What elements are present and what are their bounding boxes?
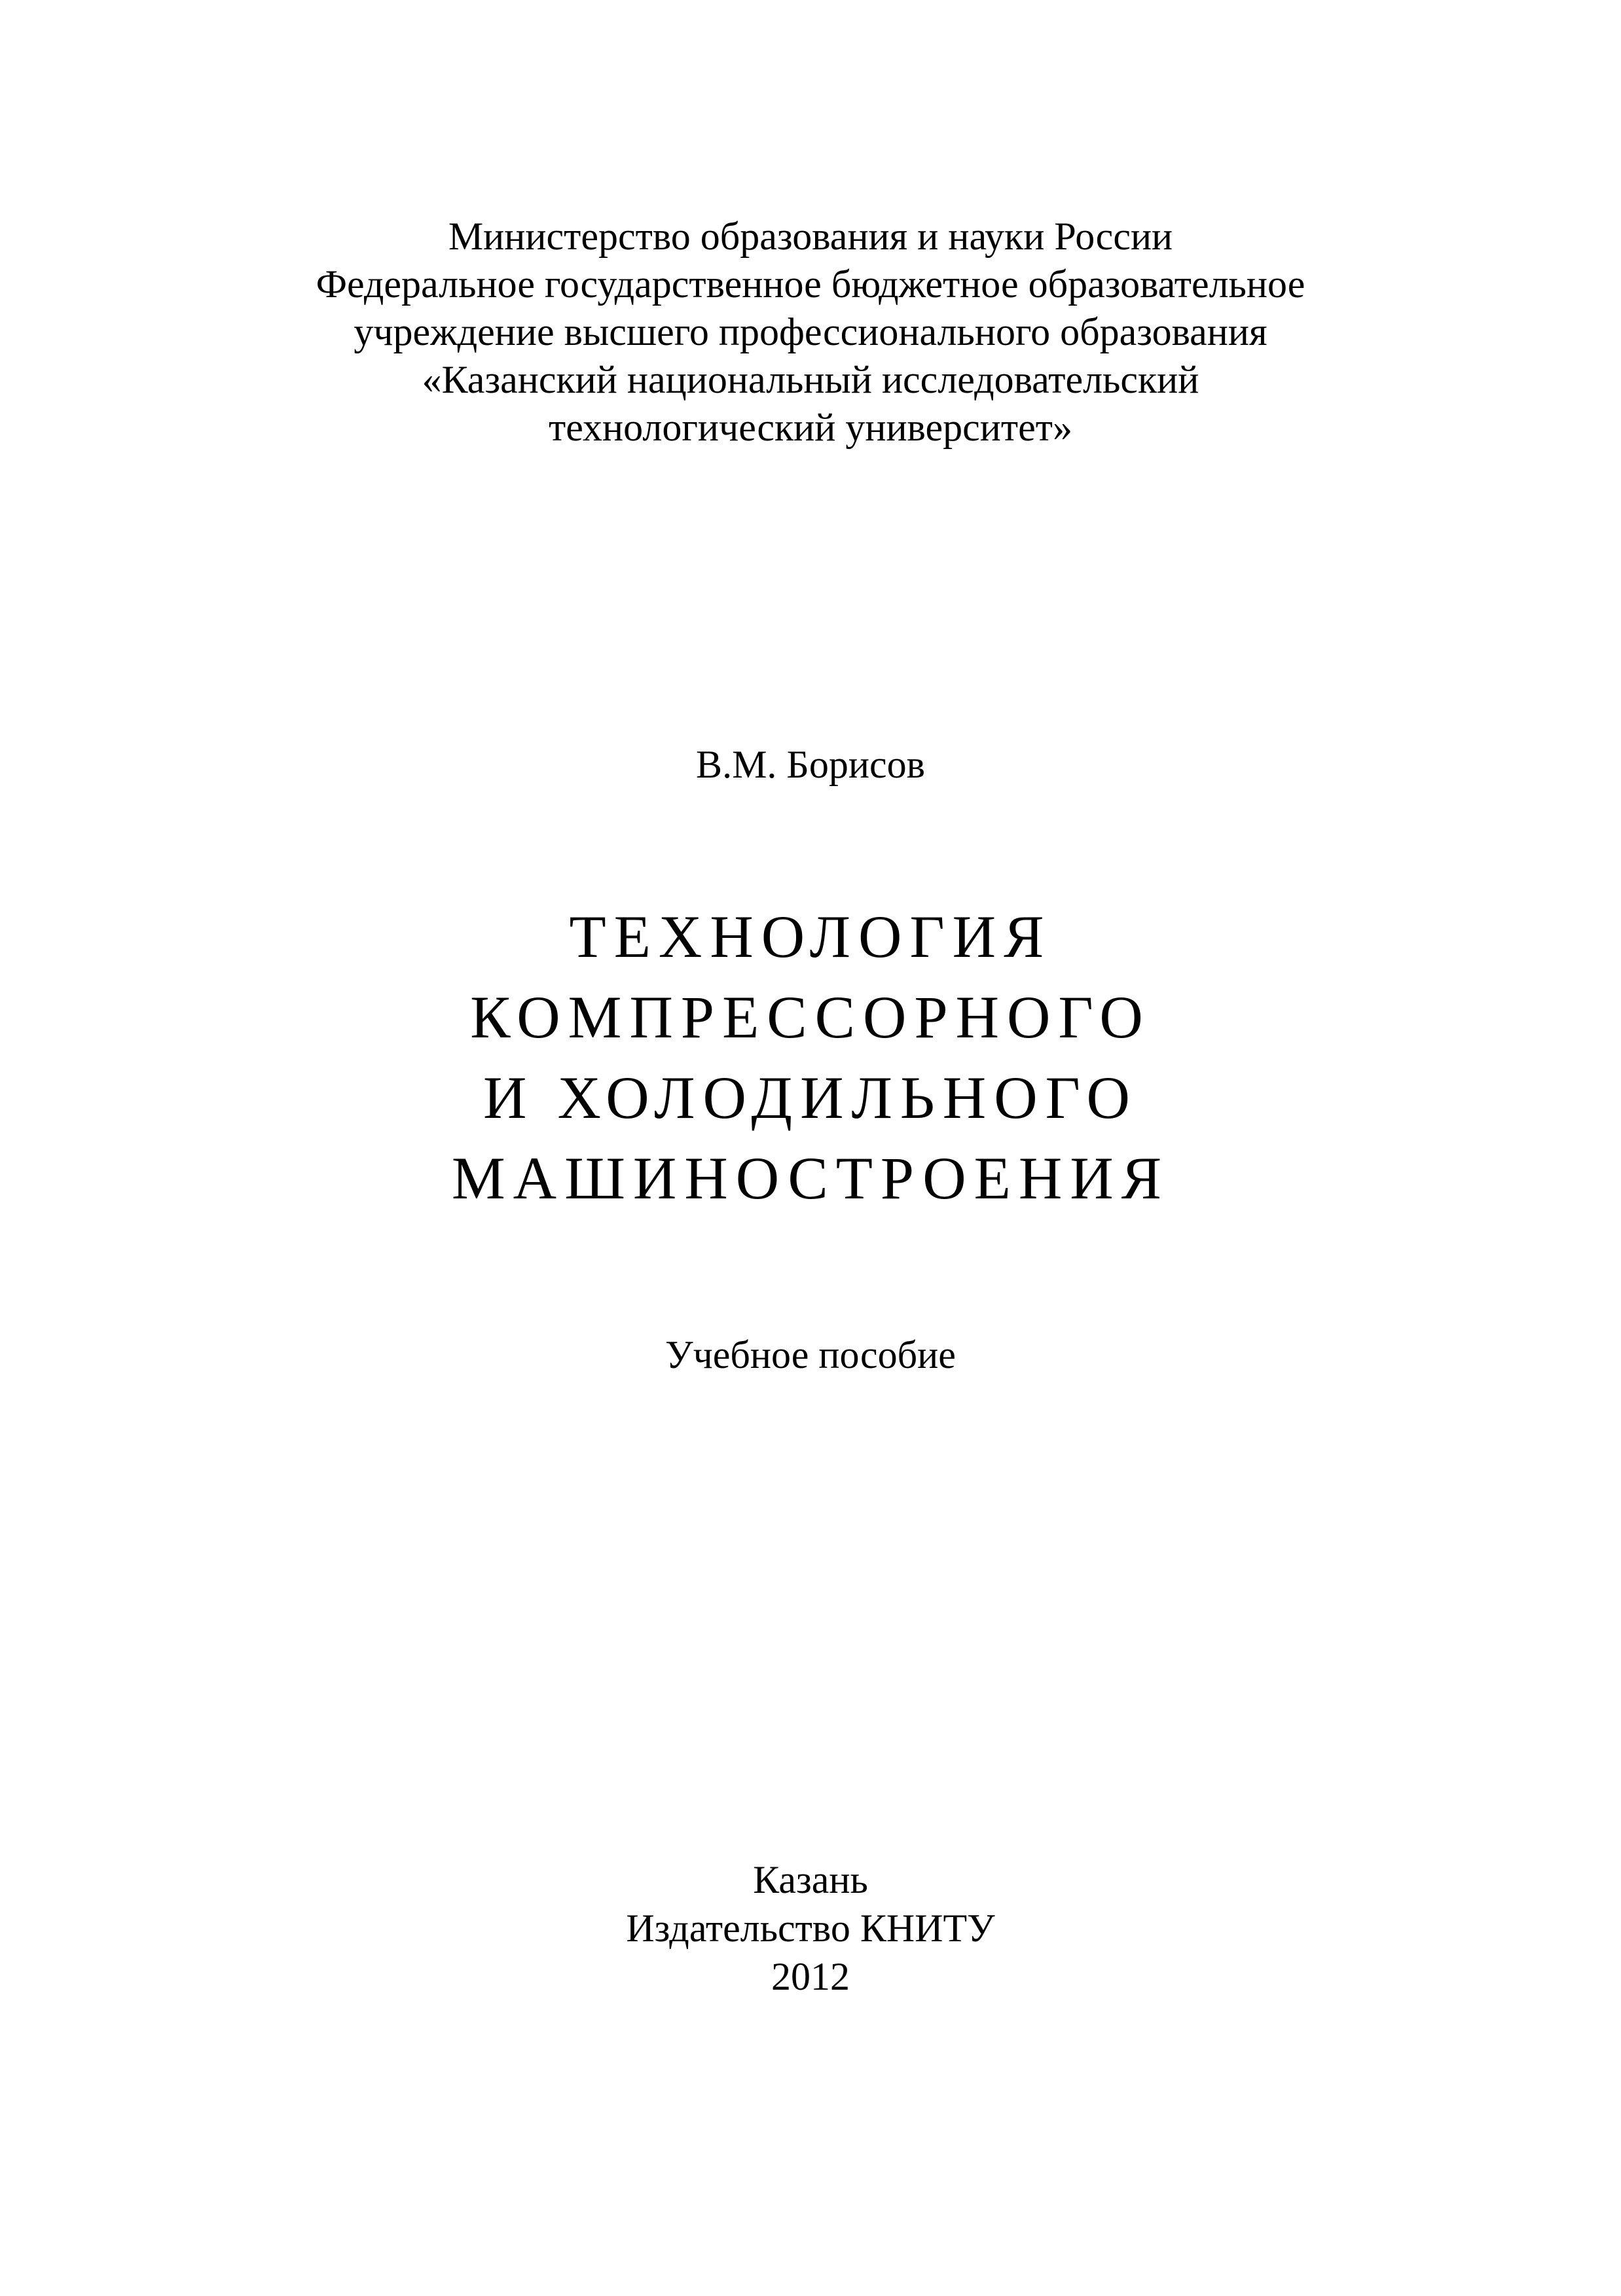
imprint-city: Казань bbox=[753, 1858, 868, 1901]
imprint-year: 2012 bbox=[771, 1955, 850, 1998]
imprint-publisher: Издательство КНИТУ bbox=[626, 1907, 995, 1950]
institution-line: Министерство образования и науки России bbox=[448, 215, 1173, 258]
institution-header bbox=[0, 213, 1621, 452]
book-title-line: ТЕХНОЛОГИЯ bbox=[569, 903, 1052, 970]
author-name: В.М. Борисов bbox=[696, 743, 925, 786]
imprint bbox=[0, 1856, 1621, 2001]
institution-line: «Казанский национальный исследовательский bbox=[422, 358, 1199, 401]
book-title-line: МАШИНОСТРОЕНИЯ bbox=[451, 1145, 1170, 1211]
institution-line: Федеральное государственное бюджетное образовательное bbox=[316, 262, 1305, 306]
book-title-line: КОМПРЕССОРНОГО bbox=[470, 984, 1151, 1050]
institution-line: учреждение высшего профессионального образования bbox=[354, 310, 1267, 353]
book-title-line: И ХОЛОДИЛЬНОГО bbox=[483, 1064, 1138, 1131]
book-title bbox=[0, 897, 1621, 1219]
book-subtitle: Учебное пособие bbox=[665, 1333, 956, 1376]
institution-line: технологический университет» bbox=[549, 406, 1072, 449]
